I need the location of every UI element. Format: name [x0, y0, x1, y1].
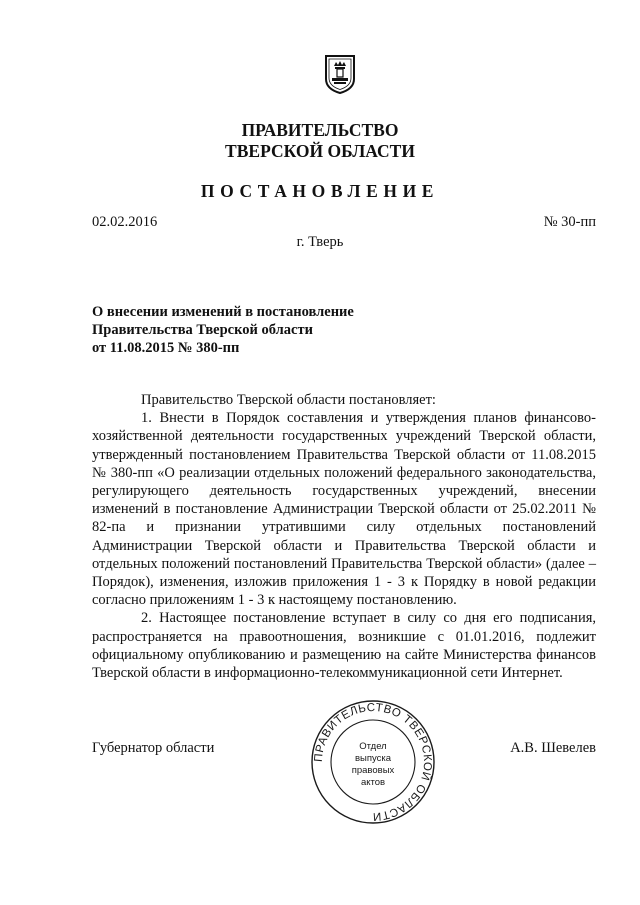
stamp-ring-text: ПРАВИТЕЛЬСТВО ТВЕРСКОЙ ОБЛАСТИ: [312, 701, 434, 823]
official-stamp: [309, 698, 437, 826]
subject-line-3: от 11.08.2015 № 380-пп: [92, 340, 240, 356]
subject-line-1: О внесении изменений в постановление: [92, 304, 354, 320]
subject-line-2: Правительства Тверской области: [92, 322, 313, 338]
stamp-center-line-3: правовых: [351, 765, 395, 776]
organization-title: [0, 120, 640, 162]
stamp-center-line-2: выпуска: [354, 753, 392, 764]
signer-title: Губернатор области: [92, 740, 215, 756]
body-paragraph-1: 1. Внести в Порядок составления и утверждения планов финансово-хозяйственной деятельности государственных учреждений Тверской области, утвержденный постановлением Правительства Тверской области от 11.08.2015 № 380-пп «О реализации отдельных положений федерального законодательства, регулирующего деятельность государственных учреждений, внесении изменений в постановление Администрации Тверской области от 25.02.2011 № 82-па и признании утратившими силу отдельных постановлений Администрации Тверской области и Правительства Тверской области и отдельных положений постановлений Правительства Тверской области» (далее – Порядок), изменения, изложив приложения 1 - 3 к Порядку в новой редакции согласно приложениям 1 - 3 к настоящему постановлению.: [92, 410, 596, 609]
signer-name: А.В. Шевелев: [510, 740, 596, 756]
body-paragraph-2: 2. Настоящее постановление вступает в силу со дня его подписания, распространяется на правоотношения, возникшие с 01.01.2016, подлежит официальному опубликованию и размещению на сайте Министерства финансов Тверской области в информационно-телекоммуникационной сети Интернет.: [92, 610, 596, 682]
org-line-1: ПРАВИТЕЛЬСТВО: [241, 120, 399, 140]
stamp-center-line-1: Отдел: [359, 741, 387, 752]
document-type: ПОСТАНОВЛЕНИЕ: [200, 181, 440, 201]
stamp-center-line-4: актов: [360, 777, 386, 788]
org-line-2: ТВЕРСКОЙ ОБЛАСТИ: [225, 141, 415, 161]
document-number: № 30-пп: [543, 214, 596, 230]
body-intro: Правительство Тверской области постановляет:: [141, 392, 436, 408]
coat-of-arms-icon: [323, 53, 357, 95]
document-city: г. Тверь: [296, 234, 344, 250]
document-date: 02.02.2016: [92, 214, 158, 230]
document-subject: [92, 303, 354, 357]
document-body: [92, 391, 596, 682]
